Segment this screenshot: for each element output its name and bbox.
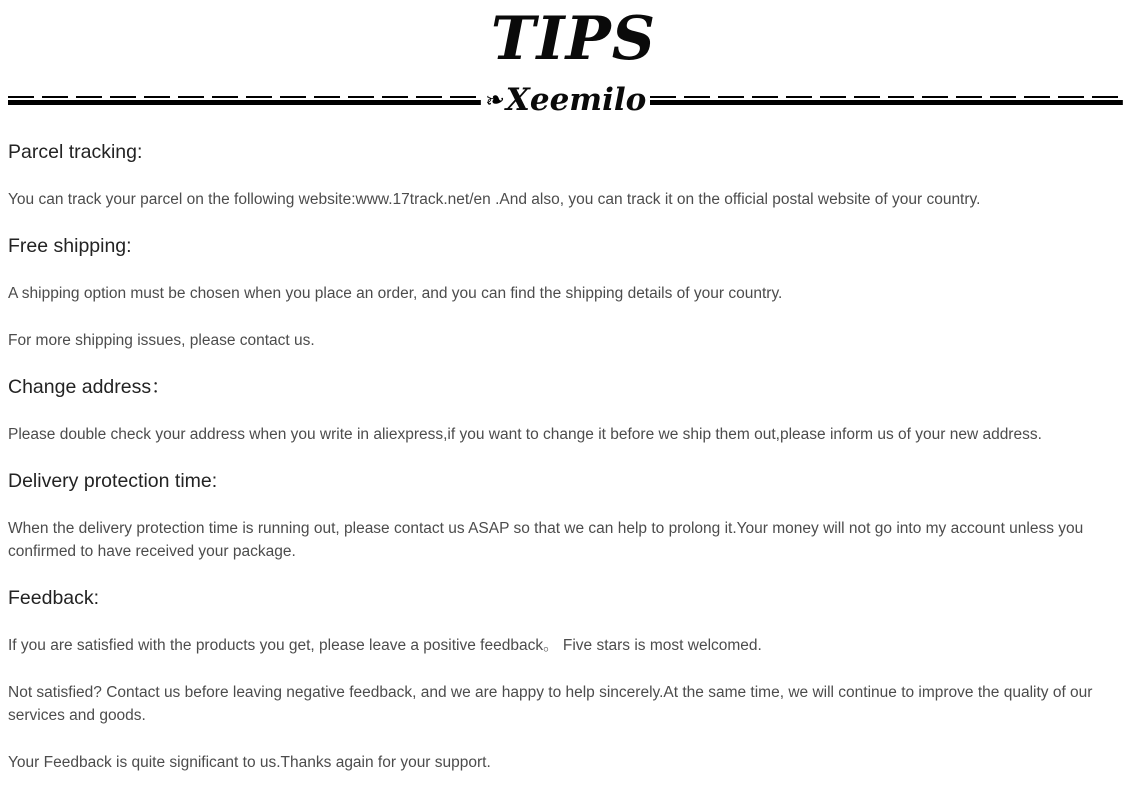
section-heading: Parcel tracking: [8,141,143,163]
section-heading: Change address： [8,376,171,398]
section-change-address [8,376,1133,446]
section-paragraph: A shipping option must be chosen when you place an order, and you can find the shipping details of your country. [8,285,783,302]
section-feedback [8,587,1133,774]
section-paragraph: If you are satisfied with the products you get, please leave a positive feedback。 Five stars is most welcomed. [8,637,762,654]
brand-name: Xeemilo [505,82,647,118]
section-delivery-protection [8,470,1133,563]
section-paragraph: Not satisfied? Contact us before leaving negative feedback, and we are happy to help sincerely.At the same time, we will continue to improve the quality of our services and goods. [8,684,1093,724]
section-heading: Free shipping: [8,235,132,257]
section-paragraph: For more shipping issues, please contact us. [8,332,315,349]
divider-line-right [650,96,1123,105]
section-paragraph: You can track your parcel on the following website:www.17track.net/en .And also, you can track it on the official postal website of your country. [8,191,981,208]
section-heading: Feedback: [8,587,100,609]
divider-line-left [8,96,481,105]
brand-logo [481,82,651,118]
section-free-shipping [8,235,1133,352]
tips-content [0,141,1147,774]
brand-divider [0,80,1147,120]
section-heading: Delivery protection time: [8,470,218,492]
page-title: TIPS [490,4,657,74]
section-parcel-tracking [8,141,1133,211]
section-paragraph: When the delivery protection time is running out, please contact us ASAP so that we can help to prolong it.Your money will not go into my account unless you confirmed to have received your package. [8,520,1084,560]
section-paragraph: Please double check your address when you write in aliexpress,if you want to change it before we ship them out,please inform us of your new address. [8,426,1042,443]
section-paragraph: Your Feedback is quite significant to us.Thanks again for your support. [8,754,491,771]
floral-ornament-icon: ❧ [482,84,507,116]
